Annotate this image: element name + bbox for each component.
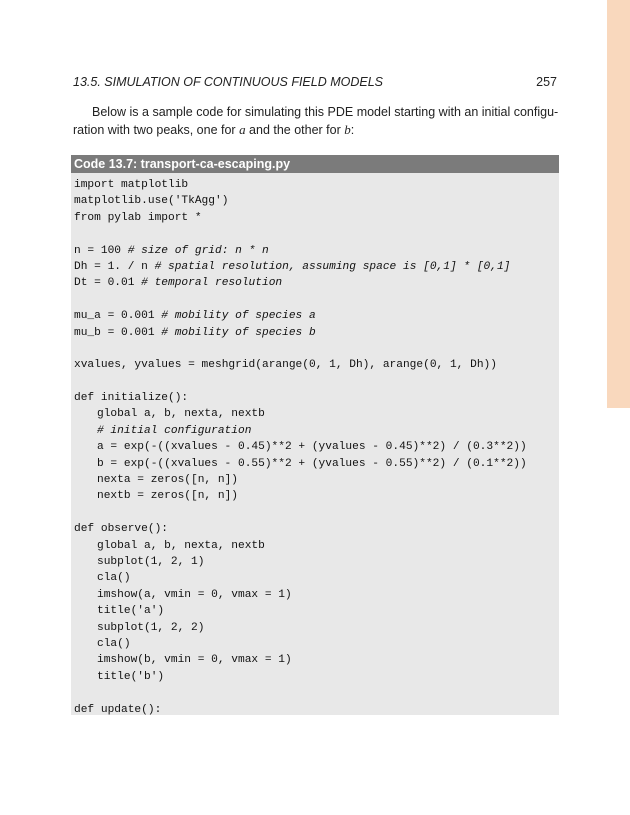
intro-line-1: Below is a sample code for simulating this PDE model starting with an initial configu- — [92, 105, 559, 119]
code-line — [74, 357, 557, 373]
math-variable-a: a — [239, 122, 246, 137]
code-line — [74, 325, 557, 341]
code-line — [74, 603, 557, 619]
code-listing-title: Code 13.7: transport-ca-escaping.py — [71, 155, 559, 173]
code-text: cla() — [97, 637, 131, 650]
code-text: Dh = 1. / n — [74, 260, 155, 273]
code-line — [74, 652, 557, 668]
intro-text-part-3: : — [350, 123, 355, 137]
code-text: a = exp(-((xvalues - 0.45)**2 + (yvalues - 0.45)**2) / (0.3**2)) — [97, 441, 527, 454]
code-text: global a, b, nexta, nextb — [97, 539, 265, 552]
code-comment: # mobility of species b — [161, 326, 316, 339]
code-line — [74, 685, 557, 701]
code-line — [74, 505, 557, 521]
code-line — [74, 226, 557, 242]
code-line — [74, 554, 557, 570]
intro-paragraph — [73, 104, 557, 139]
code-line — [74, 620, 557, 636]
code-line — [74, 210, 557, 226]
code-line — [74, 259, 557, 275]
code-line — [74, 702, 557, 718]
running-header — [73, 74, 557, 90]
code-text: xvalues, yvalues = meshgrid(arange(0, 1, Dh), arange(0, 1, Dh)) — [74, 359, 497, 372]
code-line — [74, 275, 557, 291]
code-text: subplot(1, 2, 2) — [97, 621, 205, 634]
code-text: from pylab import * — [74, 211, 202, 224]
math-variable-b: b — [344, 122, 351, 137]
code-text: def observe(): — [74, 523, 168, 536]
code-text: title('a') — [97, 605, 165, 618]
code-text: nextb = zeros([n, n]) — [97, 490, 238, 503]
code-text: import matplotlib — [74, 179, 189, 191]
code-listing-body — [74, 177, 557, 718]
code-text: title('b') — [97, 670, 165, 683]
code-text: matplotlib.use('TkAgg') — [74, 195, 229, 208]
code-line — [74, 456, 557, 472]
chapter-title: 13.5. SIMULATION OF CONTINUOUS FIELD MODELS — [73, 75, 384, 89]
code-line — [74, 669, 557, 685]
code-line — [74, 570, 557, 586]
code-text: b = exp(-((xvalues - 0.55)**2 + (yvalues - 0.55)**2) / (0.1**2)) — [97, 457, 527, 470]
code-listing — [71, 155, 559, 715]
code-text: imshow(a, vmin = 0, vmax = 1) — [97, 588, 292, 601]
code-line — [74, 374, 557, 390]
code-text: subplot(1, 2, 1) — [97, 555, 205, 568]
code-line — [74, 341, 557, 357]
code-text: mu_a = 0.001 — [74, 310, 162, 323]
intro-text-part-1: ration with two peaks, one for — [73, 123, 240, 137]
code-text: mu_b = 0.001 — [74, 326, 162, 339]
code-line — [74, 423, 557, 439]
code-line — [74, 292, 557, 308]
code-text: Dt = 0.01 — [74, 277, 142, 290]
code-line — [74, 472, 557, 488]
code-text: nexta = zeros([n, n]) — [97, 474, 238, 487]
code-text: global a, b, nexta, nextb — [97, 408, 265, 421]
code-line — [74, 308, 557, 324]
chapter-side-tab — [607, 0, 630, 408]
code-comment: # temporal resolution — [141, 277, 283, 290]
intro-text-part-2: and the other for — [245, 123, 345, 137]
code-comment: # spatial resolution, assuming space is [0,1] * [0,1] — [154, 260, 511, 273]
code-text: def update(): — [74, 703, 162, 716]
code-line — [74, 390, 557, 406]
code-line — [74, 406, 557, 422]
page-number: 257 — [536, 75, 557, 89]
code-line — [74, 538, 557, 554]
code-line — [74, 521, 557, 537]
code-line — [74, 243, 557, 259]
code-text: n = 100 — [74, 244, 128, 257]
code-line — [74, 177, 557, 193]
code-text: cla() — [97, 572, 131, 585]
code-comment: # initial configuration — [97, 424, 252, 437]
code-line — [74, 587, 557, 603]
intro-line-2 — [73, 121, 557, 139]
code-line — [74, 193, 557, 209]
code-text: imshow(b, vmin = 0, vmax = 1) — [97, 654, 292, 667]
code-line — [74, 636, 557, 652]
code-comment: # mobility of species a — [161, 310, 316, 323]
code-line — [74, 439, 557, 455]
code-text: def initialize(): — [74, 392, 189, 405]
code-comment: # size of grid: n * n — [127, 244, 269, 257]
code-line — [74, 488, 557, 504]
